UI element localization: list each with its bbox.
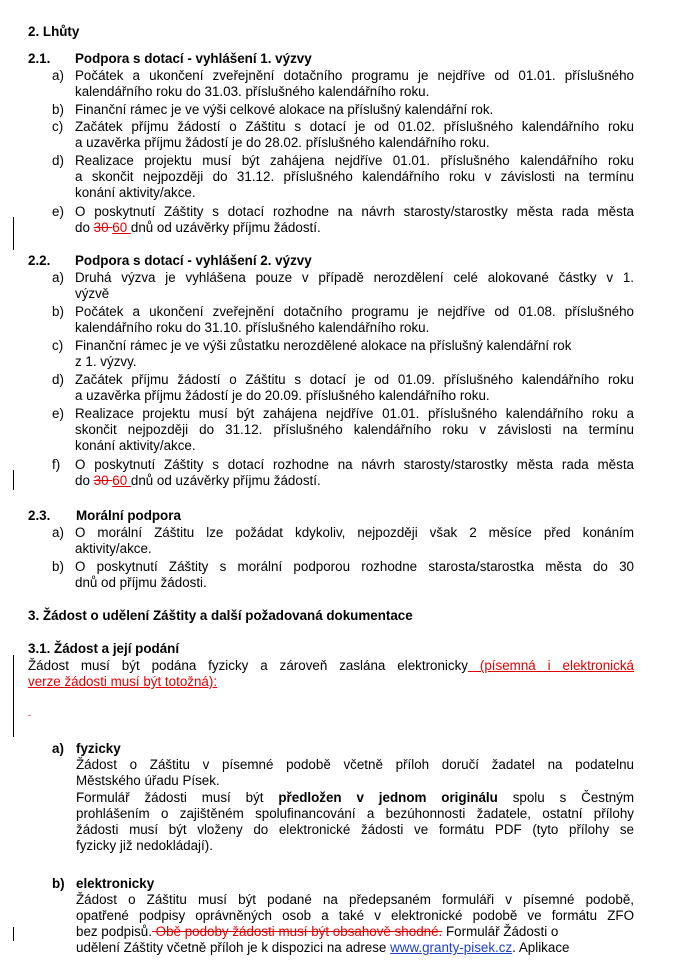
list-marker: a) xyxy=(52,525,64,540)
inserted-text: 60 xyxy=(112,473,131,488)
list-text: Realizace projektu musí být zahájena nejdříve 01.01. příslušného kalendářního roku xyxy=(75,153,634,168)
list-text: Finanční rámec je ve výši celkové alokace na příslušný kalendářní rok. xyxy=(75,102,494,117)
list-text: konání aktivity/akce. xyxy=(75,438,196,453)
list-marker: b) xyxy=(52,304,64,319)
item-b-marker: b) xyxy=(52,876,65,891)
list-text: O poskytnutí Záštity s dotací rozhodne na návrh starosty/starostky města rada města xyxy=(75,204,634,219)
list-text: Počátek a ukončení zveřejnění dotačního programu je nejdříve od 01.01. příslušného xyxy=(75,68,634,83)
text-run: bez podpisů. xyxy=(76,924,152,939)
deleted-text: 30 xyxy=(93,473,113,488)
body-line: prohlášením o zajištěném spolufinancování a bezúhonnosti žadatele, ostatní přílohy xyxy=(76,806,634,821)
text-run: dnů od uzávěrky příjmu žádostí. xyxy=(130,220,321,235)
section-2-heading: 2. Lhůty xyxy=(28,24,80,39)
item-a-body xyxy=(76,757,634,854)
subsection-number: 2.2. xyxy=(28,253,51,268)
list-text: konání aktivity/akce. xyxy=(75,185,196,200)
text-run: Formulář žádosti musí být xyxy=(76,790,279,805)
list-text: kalendářního roku do 31.03. příslušného kalendářního roku. xyxy=(75,84,430,99)
list-text: Druhá výzva je vyhlášena pouze v případě nerozdělení celé alokované částky v 1. xyxy=(75,270,634,285)
list-text: Začátek příjmu žádostí o Záštitu s dotací je od 01.02. příslušného kalendářního roku xyxy=(75,119,634,134)
body-line: fyzicky již nedokládají). xyxy=(76,838,213,853)
list-marker: e) xyxy=(52,406,64,421)
subsection-number: 2.1. xyxy=(28,51,51,66)
list-text: dnů od příjmu žádosti. xyxy=(75,575,207,590)
section-3-heading: 3. Žádost o udělení Záštity a další požadovaná dokumentace xyxy=(28,608,413,623)
body-line: žádosti musí být vloženy do elektronické žádosti ve formátu PDF (tyto přílohy se xyxy=(76,822,634,837)
bold-text: předložen v jednom originálu xyxy=(278,790,498,805)
body-line: Žádost o Záštitu musí být podané na předepsaném formuláři v písemné podobě, xyxy=(76,892,634,907)
list-text: Finanční rámec je ve výši zůstatku nerozdělené alokace na příslušný kalendářní rok xyxy=(75,338,572,353)
granty-pisek-link[interactable]: www.granty-pisek.cz xyxy=(390,940,513,955)
list-marker: e) xyxy=(52,204,64,219)
list-marker: c) xyxy=(52,119,64,134)
list-text: O morální Záštitu lze požádat kdykoliv, nejpozději však 2 měsíce před konáním xyxy=(75,525,634,540)
subsection-title: Podpora s dotací - vyhlášení 2. výzvy xyxy=(75,253,312,268)
body-line: opatřené podpisy oprávněných osob a také v elektronické podobě ve formátu ZFO xyxy=(76,908,634,923)
deleted-text: 30 xyxy=(93,220,113,235)
subsection-2-2-heading xyxy=(28,253,628,269)
list-text: z 1. výzvy. xyxy=(75,354,137,369)
body-line xyxy=(76,940,634,956)
list-text: aktivity/akce. xyxy=(75,541,152,556)
list-text xyxy=(75,473,634,489)
list-marker: a) xyxy=(52,270,64,285)
text-run: spolu s Čestným xyxy=(497,790,635,805)
list-text: kalendářního roku do 31.10. příslušného kalendářního roku. xyxy=(75,320,430,335)
list-marker: b) xyxy=(52,102,64,117)
list-text: výzvě xyxy=(75,286,110,301)
subsection-3-1-heading: 3.1. Žádost a její podání xyxy=(28,641,180,656)
body-line: Městského úřadu Písek. xyxy=(76,773,220,788)
list-text: a uzavěrka příjmu žádostí je do 28.02. příslušného kalendářního roku. xyxy=(75,135,490,150)
list-marker: a) xyxy=(52,68,64,83)
text-run: . Aplikace xyxy=(512,940,570,955)
list-text: Realizace projektu musí být zahájena nejdříve 01.01. příslušného kalendářního roku a xyxy=(75,406,634,421)
list-text: Počátek a ukončení zveřejnění dotačního programu je nejdříve od 01.08. příslušného xyxy=(75,304,634,319)
stray-insert-mark: - xyxy=(28,710,31,720)
list-text: O poskytnutí Záštity s morální podporou rozhodne starosta/starostka města do 30 xyxy=(75,559,634,574)
item-a-marker: a) xyxy=(52,741,64,756)
deleted-text: Obě podoby žádosti musí být obsahově shodné. xyxy=(151,924,443,939)
list-text: a skončit nejpozději do 31.12. příslušného kalendářního roku v závislosti na termínu xyxy=(75,169,634,184)
list-text: O poskytnutí Záštity s dotací rozhodne na návrh starosty/starostky města rada města xyxy=(75,457,634,472)
text-run: do xyxy=(75,220,94,235)
list-marker: c) xyxy=(52,338,64,353)
list-text: Začátek příjmu žádostí o Záštitu s dotací je od 01.09. příslušného kalendářního roku xyxy=(75,372,634,387)
change-bar xyxy=(13,217,14,250)
inserted-text: verze žádosti musí být totožná): xyxy=(28,674,218,689)
intro-paragraph xyxy=(28,658,634,690)
item-a-title: fyzicky xyxy=(76,741,121,756)
list-text xyxy=(75,220,634,236)
change-bar xyxy=(13,655,14,737)
text-run: dnů od uzávěrky příjmu žádostí. xyxy=(130,473,321,488)
text-run: udělení Záštity včetně příloh je k dispozici na adrese xyxy=(76,940,391,955)
list-text: a uzavěrka příjmu žádostí je do 20.09. příslušného kalendářního roku. xyxy=(75,388,490,403)
item-b-title: elektronicky xyxy=(76,876,155,891)
subsection-title: Podpora s dotací - vyhlášení 1. výzvy xyxy=(75,51,312,66)
subsection-2-1-heading xyxy=(28,51,628,67)
body-line: Žádost o Záštitu v písemné podobě včetně příloh doručí žadatel na podatelnu xyxy=(76,757,634,772)
text-run: Formulář Žádosti o xyxy=(442,924,559,939)
text-run: Žádost musí být podána fyzicky a zároveň zaslána elektronicky xyxy=(28,658,468,673)
list-marker: b) xyxy=(52,559,64,574)
intro-line xyxy=(28,658,634,674)
list-marker: f) xyxy=(52,457,61,472)
inserted-text: (písemná i elektronická xyxy=(467,658,634,673)
subsection-number: 2.3. xyxy=(28,508,51,523)
body-line xyxy=(76,924,634,940)
list-marker: d) xyxy=(52,153,64,168)
subsection-title: Morální podpora xyxy=(76,508,181,523)
list-text: skončit nejpozději do 31.12. příslušného kalendářního roku v závislosti na termínu xyxy=(75,422,634,437)
body-line xyxy=(76,790,634,806)
item-b-body xyxy=(76,892,634,956)
subsection-2-3-heading xyxy=(28,508,628,524)
text-run: do xyxy=(75,473,94,488)
change-bar xyxy=(13,470,14,490)
inserted-text: 60 xyxy=(112,220,131,235)
list-marker: d) xyxy=(52,372,64,387)
change-bar xyxy=(13,927,14,941)
